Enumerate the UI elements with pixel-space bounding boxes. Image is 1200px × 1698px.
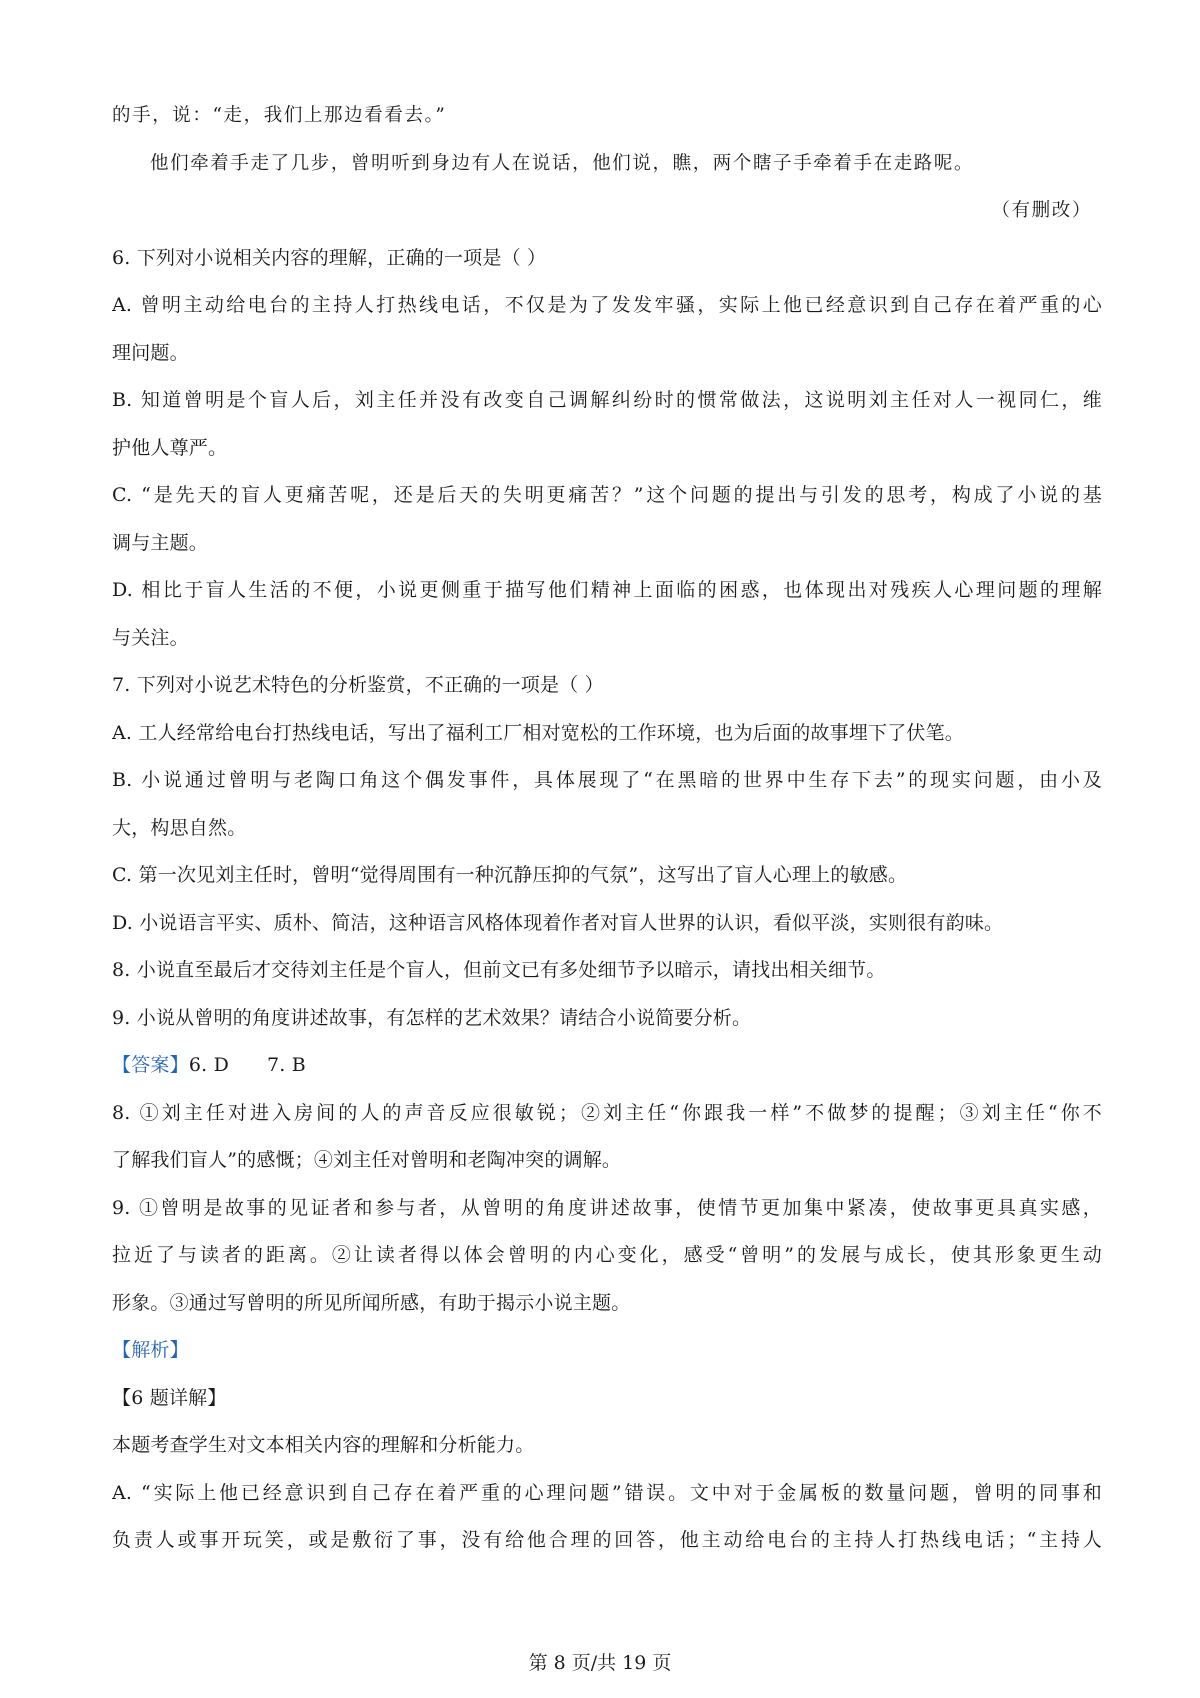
page-content xyxy=(112,92,1102,1565)
question-6-option-d: D. 相比于盲人生活的不便，小说更侧重于描写他们精神上面临的困惑，也体现出对残疾人心理问题的理解 xyxy=(112,579,1102,601)
question-6-option-b: B. 知道曾明是个盲人后，刘主任并没有改变自己调解纠纷时的惯常做法，这说明刘主任对人一视同仁，维 xyxy=(112,389,1102,411)
answer-8: 8. ①刘主任对进入房间的人的声音反应很敏锐；②刘主任“你跟我一样”不做梦的提醒；③刘主任“你不 xyxy=(112,1101,1102,1124)
question-7-option-b-cont: 大，构思自然。 xyxy=(112,816,247,839)
answer-7: 7. B xyxy=(267,1054,306,1076)
analysis-subheading: 【6 题详解】 xyxy=(112,1386,227,1409)
question-7-option-a: A. 工人经常给电台打热线电话，写出了福利工厂相对宽松的工作环境，也为后面的故事埋下了伏笔。 xyxy=(112,721,965,744)
page-number: 第 8 页/共 19 页 xyxy=(528,1652,672,1674)
analysis-intro: 本题考查学生对文本相关内容的理解和分析能力。 xyxy=(112,1434,535,1456)
answer-6: 6. D xyxy=(188,1054,230,1076)
question-7-stem: 7. 下列对小说艺术特色的分析鉴赏，不正确的一项是（ ） xyxy=(112,674,604,696)
question-8-stem: 8. 小说直至最后才交待刘主任是个盲人，但前文已有多处细节予以暗示，请找出相关细节。 xyxy=(112,959,886,981)
answer-8-cont: 了解我们盲人”的感慨；④刘主任对曾明和老陶冲突的调解。 xyxy=(112,1149,622,1171)
question-7-option-d: D. 小说语言平实、质朴、简洁，这种语言风格体现着作者对盲人世界的认识，看似平淡，实则很有韵味。 xyxy=(112,911,1004,934)
answer-tag: 【答案】 xyxy=(112,1054,189,1076)
question-6-option-d-cont: 与关注。 xyxy=(112,626,189,649)
question-7-option-c: C. 第一次见刘主任时，曾明“觉得周围有一种沉静压抑的气氛”，这写出了盲人心理上的敏感。 xyxy=(112,864,908,886)
question-7-option-b: B. 小说通过曾明与老陶口角这个偶发事件，具体展现了“在黑暗的世界中生存下去”的现实问题，由小及 xyxy=(112,769,1102,791)
question-6-option-a: A. 曾明主动给电台的主持人打热线电话，不仅是为了发发牢骚，实际上他已经意识到自己存在着严重的心 xyxy=(112,294,1102,316)
analysis-tag: 【解析】 xyxy=(112,1339,189,1361)
story-line: 他们牵着手走了几步，曾明听到身边有人在说话，他们说，瞧，两个瞎子手牵着手在走路呢。 xyxy=(150,152,975,174)
analysis-paragraph: A. “实际上他已经意识到自己存在着严重的心理问题”错误。文中对于金属板的数量问题，曾明的同事和 xyxy=(112,1481,1102,1504)
question-6-option-a-cont: 理问题。 xyxy=(112,341,189,364)
answer-9-cont: 形象。③通过写曾明的所见所闻所感，有助于揭示小说主题。 xyxy=(112,1291,631,1314)
question-6-stem: 6. 下列对小说相关内容的理解，正确的一项是（ ） xyxy=(112,246,547,269)
question-6-option-c: C. “是先天的盲人更痛苦呢，还是后天的失明更痛苦？”这个问题的提出与引发的思考，构成了小说的基 xyxy=(112,484,1102,506)
question-9-stem: 9. 小说从曾明的角度讲述故事，有怎样的艺术效果？请结合小说简要分析。 xyxy=(112,1006,752,1029)
answer-9-cont: 拉近了与读者的距离。②让读者得以体会曾明的内心变化，感受“曾明”的发展与成长，使其形象更生动 xyxy=(112,1244,1102,1266)
answer-summary xyxy=(112,1042,1102,1090)
story-line: 的手，说：“走，我们上那边看看去。” xyxy=(112,105,447,126)
story-source-note: （有删改） xyxy=(991,200,1092,221)
answer-9: 9. ①曾明是故事的见证者和参与者，从曾明的角度讲述故事，使情节更加集中紧凑，使故事更具真实感， xyxy=(112,1196,1102,1219)
analysis-paragraph-cont: 负责人或事开玩笑，或是敷衍了事，没有给他合理的回答，他主动给电台的主持人打热线电话；“主持人 xyxy=(112,1529,1102,1551)
analysis-heading xyxy=(112,1327,1102,1375)
question-6-option-b-cont: 护他人尊严。 xyxy=(112,436,228,459)
question-6-option-c-cont: 调与主题。 xyxy=(112,531,209,554)
